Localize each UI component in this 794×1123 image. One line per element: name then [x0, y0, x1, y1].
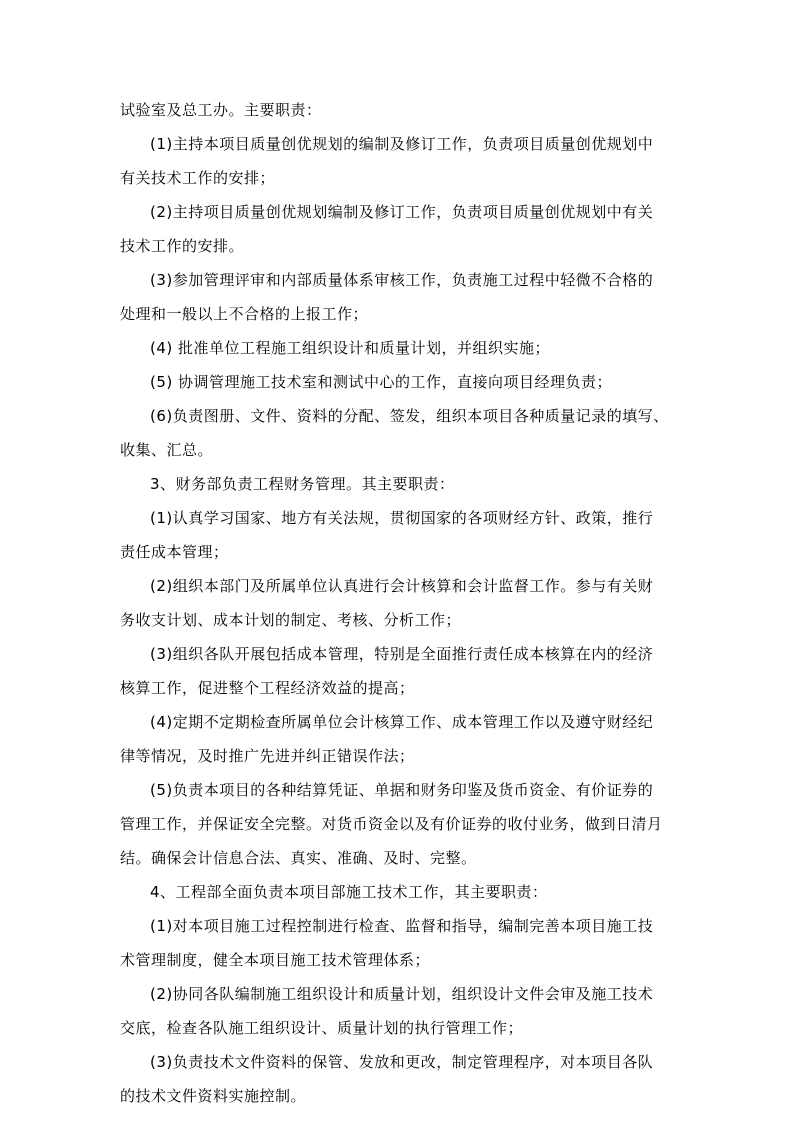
text-line: (3)负责技术文件资料的保管、发放和更改，制定管理程序，对本项目各队	[150, 1053, 654, 1071]
text-line: (3)参加管理评审和内部质量体系审核工作，负责施工过程中轻微不合格的	[150, 271, 654, 289]
text-line: (4)定期不定期检查所属单位会计核算工作、成本管理工作以及遵守财经纪	[150, 713, 654, 731]
text-line: 管理工作，并保证安全完整。对货币资金以及有价证券的收付业务，做到日清月	[120, 815, 663, 833]
text-line: (5)负责本项目的各种结算凭证、单据和财务印鉴及货币资金、有价证券的	[150, 781, 654, 799]
document-page	[120, 100, 676, 1120]
text-line: 处理和一般以上不合格的上报工作；	[120, 305, 369, 323]
text-line: (1)对本项目施工过程控制进行检查、监督和指导，编制完善本项目施工技	[150, 917, 654, 935]
text-line: 核算工作，促进整个工程经济效益的提高；	[120, 679, 415, 697]
text-line: 律等情况，及时推广先进并纠正错误作法；	[120, 747, 415, 765]
text-line: 收集、汇总。	[120, 441, 214, 459]
text-line: 技术工作的安排。	[120, 237, 245, 255]
text-line: (1)主持本项目质量创优规划的编制及修订工作，负责项目质量创优规划中	[150, 135, 654, 153]
text-line: (6)负责图册、文件、资料的分配、签发，组织本项目各种质量记录的填写、	[150, 407, 669, 425]
text-line: 交底，检查各队施工组织设计、质量计划的执行管理工作；	[120, 1019, 524, 1037]
text-line: (1)认真学习国家、地方有关法规，贯彻国家的各项财经方针、政策，推行	[150, 509, 654, 527]
text-line: 4、工程部全面负责本项目部施工技术工作，其主要职责：	[150, 883, 548, 901]
text-line: (5) 协调管理施工技术室和测试中心的工作，直接向项目经理负责；	[150, 373, 613, 391]
text-line: 务收支计划、成本计划的制定、考核、分析工作；	[120, 611, 462, 629]
text-line: 责任成本管理；	[120, 543, 229, 561]
text-line: 术管理制度，健全本项目施工技术管理体系；	[120, 951, 431, 969]
text-line: 的技术文件资料实施控制。	[120, 1087, 307, 1105]
text-line: 试验室及总工办。主要职责：	[120, 101, 322, 119]
text-line: (4) 批准单位工程施工组织设计和质量计划，并组织实施；	[150, 339, 551, 357]
text-line: 3、财务部负责工程财务管理。其主要职责：	[150, 475, 455, 493]
text-line: 有关技术工作的安排；	[120, 169, 276, 187]
text-line: (2)主持项目质量创优规划编制及修订工作，负责项目质量创优规划中有关	[150, 203, 654, 221]
text-line: 结。确保会计信息合法、真实、准确、及时、完整。	[120, 849, 477, 867]
text-line: (2)协同各队编制施工组织设计和质量计划，组织设计文件会审及施工技术	[150, 985, 654, 1003]
text-line: (2)组织本部门及所属单位认真进行会计核算和会计监督工作。参与有关财	[150, 577, 654, 595]
text-line: (3)组织各队开展包括成本管理，特别是全面推行责任成本核算在内的经济	[150, 645, 654, 663]
